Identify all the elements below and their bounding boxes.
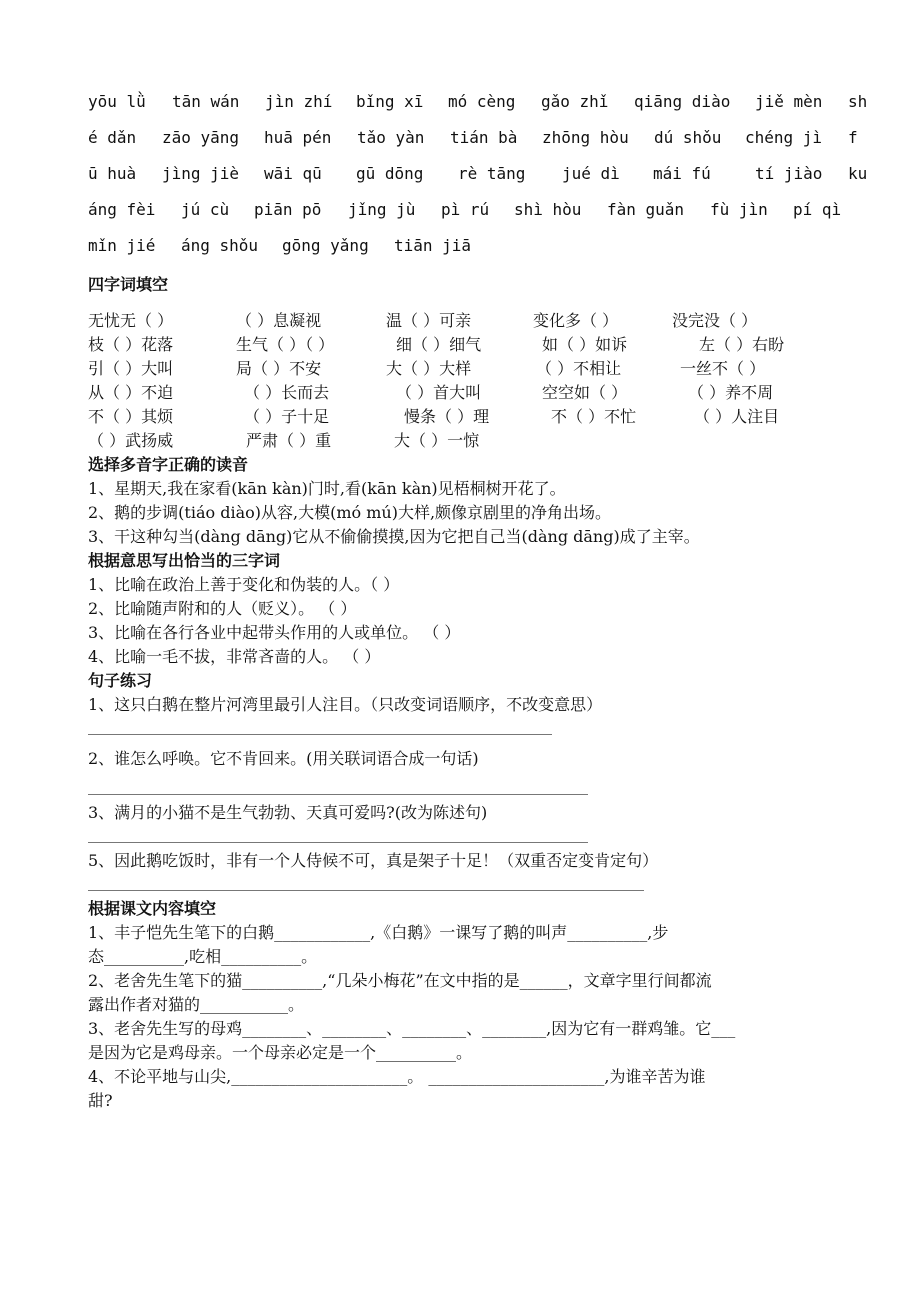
pinyin-item: mái fú <box>653 164 711 183</box>
question-line: 1、这只白鹅在整片河湾里最引人注目。（只改变词语顺序，不改变意思） <box>88 695 603 714</box>
question-line: 甜? <box>88 1091 113 1110</box>
pinyin-item: jué dì <box>562 164 620 183</box>
idiom-row <box>88 332 848 356</box>
pinyin-item: yōu lǜ <box>88 92 146 111</box>
pinyin-item: pí qì <box>793 200 842 219</box>
pinyin-item: sh <box>848 92 868 111</box>
idiom-item: 大（ ）大样 <box>386 359 472 378</box>
idiom-item: （ ）武扬威 <box>88 431 174 450</box>
pinyin-item: gū dōng <box>356 164 424 183</box>
idiom-item: （ ）子十足 <box>244 407 330 426</box>
answer-line <box>88 890 644 891</box>
pinyin-item: huā pén <box>264 128 332 147</box>
pinyin-item: jìng jiè <box>162 164 240 183</box>
answer-line <box>88 794 588 795</box>
idiom-item: 无忧无（ ） <box>88 311 174 330</box>
pinyin-item: tǎo yàn <box>357 128 425 147</box>
pinyin-item: fàn guǎn <box>607 200 685 219</box>
idiom-item: （ ）长而去 <box>244 383 330 402</box>
pinyin-row <box>88 92 888 116</box>
idiom-item: 严肃（ ）重 <box>246 431 332 450</box>
question-line: 1、丰子恺先生笔下的白鹅____________,《白鹅》一课写了鹅的叫声__________,步 <box>88 923 669 942</box>
question-line: 1、比喻在政治上善于变化和伪装的人。（ ） <box>88 575 400 594</box>
question-line: 露出作者对猫的___________。 <box>88 995 305 1014</box>
pinyin-item: zhōng hòu <box>542 128 629 147</box>
idiom-row <box>88 404 848 428</box>
answer-line <box>88 842 588 843</box>
pinyin-row <box>88 128 888 152</box>
idiom-row <box>88 308 848 332</box>
question-line: 3、老舍先生写的母鸡________、________、________、________,因为它有一群鸡雏。它___ <box>88 1019 736 1038</box>
pinyin-item: piān pō <box>254 200 322 219</box>
idiom-item: 如（ ）如诉 <box>542 335 628 354</box>
pinyin-item: rè tāng <box>458 164 526 183</box>
question-line: 3、满月的小猫不是生气勃勃、天真可爱吗?(改为陈述句) <box>88 803 488 822</box>
idiom-item: 慢条（ ）理 <box>404 407 490 426</box>
idiom-item: 局（ ）不安 <box>236 359 322 378</box>
section-heading-sentence: 句子练习 <box>88 671 153 690</box>
pinyin-item: jú cù <box>181 200 230 219</box>
idiom-item: 变化多（ ） <box>533 311 619 330</box>
question-line: 5、因此鹅吃饭时，非有一个人侍候不可，真是架子十足！（双重否定变肯定句） <box>88 851 659 870</box>
pinyin-item: gōng yǎng <box>282 236 369 255</box>
pinyin-row <box>88 164 888 188</box>
pinyin-item: áng fèi <box>88 200 156 219</box>
idiom-item: 枝（ ）花落 <box>88 335 174 354</box>
idiom-item: 引（ ）大叫 <box>88 359 174 378</box>
section-heading-polyphone: 选择多音字正确的读音 <box>88 455 249 474</box>
pinyin-item: jiě mèn <box>755 92 823 111</box>
section-heading-fourchar: 四字词填空 <box>88 275 169 294</box>
idiom-item: 空空如（ ） <box>542 383 628 402</box>
question-line: 2、谁怎么呼唤。它不肯回来。(用关联词语合成一句话) <box>88 749 479 768</box>
pinyin-item: tiān jiā <box>394 236 472 255</box>
pinyin-item: mǐn jié <box>88 236 156 255</box>
question-line: 4、比喻一毛不拔，非常吝啬的人。 （ ） <box>88 647 381 666</box>
idiom-item: 细（ ）细气 <box>396 335 482 354</box>
idiom-item: 没完没（ ） <box>672 311 758 330</box>
idiom-item: 生气（ ）（ ） <box>236 335 335 354</box>
pinyin-item: áng shǒu <box>181 236 259 255</box>
idiom-item: （ ）息凝视 <box>236 311 322 330</box>
pinyin-item: ū huà <box>88 164 137 183</box>
question-line: 2、比喻随声附和的人（贬义）。 （ ） <box>88 599 357 618</box>
idiom-item: 不（ ）不忙 <box>551 407 637 426</box>
pinyin-item: tián bà <box>450 128 518 147</box>
question-line: 态__________,吃相__________。 <box>88 947 318 966</box>
pinyin-item: jǐng jù <box>348 200 416 219</box>
pinyin-item: tān wán <box>172 92 240 111</box>
question-line: 2、鹅的步调(tiáo diào)从容,大模(mó mú)大样,颇像京剧里的净角出场。 <box>88 503 612 522</box>
pinyin-item: fù jìn <box>710 200 768 219</box>
idiom-item: （ ）人注目 <box>694 407 780 426</box>
idiom-item: 温（ ）可亲 <box>386 311 472 330</box>
question-line: 是因为它是鸡母亲。一个母亲必定是一个__________。 <box>88 1043 473 1062</box>
section-heading-text: 根据课文内容填空 <box>88 899 217 918</box>
pinyin-item: gǎo zhǐ <box>541 92 609 111</box>
pinyin-row <box>88 200 888 224</box>
idiom-item: （ ）不相让 <box>536 359 622 378</box>
pinyin-item: wāi qū <box>264 164 322 183</box>
pinyin-row <box>88 236 888 260</box>
pinyin-item: bǐng xī <box>356 92 424 111</box>
question-line: 2、老舍先生笔下的猫__________,“几朵小梅花”在文中指的是______，文章字里行间都流 <box>88 971 712 990</box>
idiom-item: 一丝不（ ） <box>680 359 766 378</box>
pinyin-item: tí jiào <box>755 164 823 183</box>
idiom-row <box>88 428 848 452</box>
idiom-row <box>88 380 848 404</box>
question-line: 1、星期天,我在家看(kān kàn)门时,看(kān kàn)见梧桐树开花了。 <box>88 479 566 498</box>
pinyin-item: ku <box>848 164 868 183</box>
idiom-item: 从（ ）不迫 <box>88 383 174 402</box>
idiom-item: （ ）养不周 <box>688 383 774 402</box>
question-line: 3、干这种勾当(dàng dāng)它从不偷偷摸摸,因为它把自己当(dàng dāng)成了主宰。 <box>88 527 700 546</box>
pinyin-item: pì rú <box>441 200 490 219</box>
pinyin-item: dú shǒu <box>654 128 722 147</box>
section-heading-threechar: 根据意思写出恰当的三字词 <box>88 551 281 570</box>
pinyin-item: shì hòu <box>514 200 582 219</box>
answer-line <box>88 734 552 735</box>
question-line: 3、比喻在各行各业中起带头作用的人或单位。 （ ） <box>88 623 461 642</box>
pinyin-item: chéng jì <box>745 128 823 147</box>
pinyin-item: jìn zhí <box>265 92 333 111</box>
idiom-item: 左（ ）右盼 <box>699 335 785 354</box>
idiom-item: 不（ ）其烦 <box>88 407 174 426</box>
question-line: 4、不论平地与山尖,______________________。 ______________________,为谁辛苦为谁 <box>88 1067 706 1086</box>
pinyin-item: f <box>848 128 858 147</box>
idiom-item: （ ）首大叫 <box>396 383 482 402</box>
idiom-row <box>88 356 848 380</box>
pinyin-item: é dǎn <box>88 128 137 147</box>
pinyin-item: mó cèng <box>448 92 516 111</box>
pinyin-item: qiāng diào <box>634 92 731 111</box>
pinyin-item: zāo yāng <box>162 128 240 147</box>
idiom-item: 大（ ）一惊 <box>394 431 480 450</box>
